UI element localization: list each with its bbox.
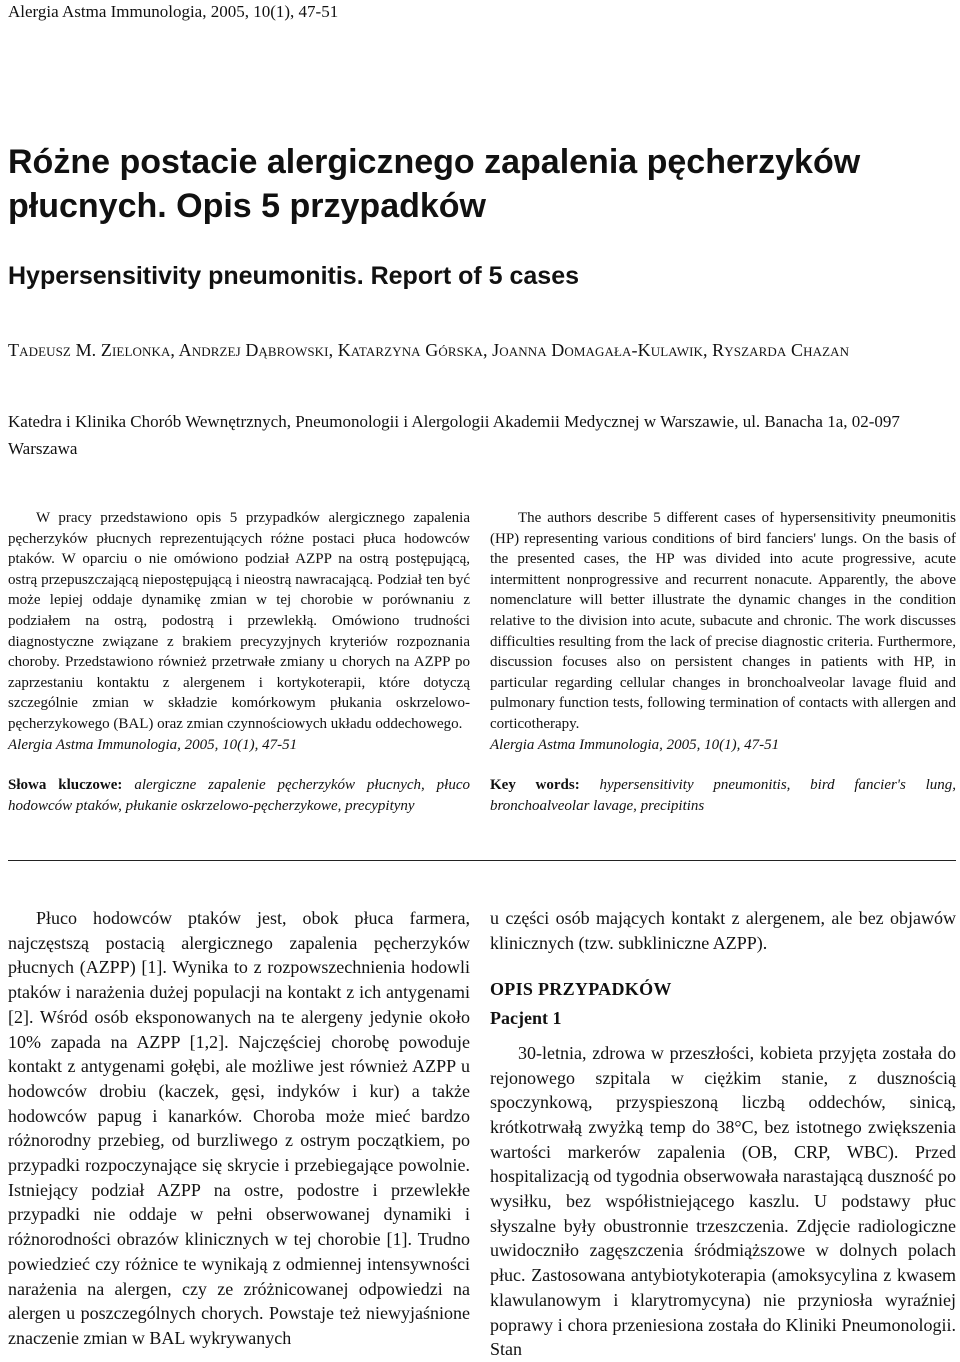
- article-subtitle: Hypersensitivity pneumonitis. Report of 5 cases: [8, 262, 579, 290]
- author-list: Tadeusz M. Zielonka, Andrzej Dąbrowski, Katarzyna Górska, Joanna Domagała-Kulawik, Ryszarda Chazan: [8, 340, 850, 360]
- section-divider: [8, 860, 956, 861]
- abstract-polish-citation: Alergia Astma Immunologia, 2005, 10(1), 47-51: [8, 736, 298, 753]
- abstract-polish: [8, 508, 470, 816]
- body-column-right: [490, 906, 956, 1362]
- subsection-heading: Pacjent 1: [490, 1008, 562, 1029]
- journal-header: Alergia Astma Immunologia, 2005, 10(1), 47-51: [8, 2, 339, 21]
- abstract-english: [490, 508, 956, 816]
- body-paragraph-intro: Płuco hodowców ptaków jest, obok płuca farmera, najczęstszą postacią alergicznego zapalenia pęcherzyków płucnych (AZPP) [1]. Wynika to z rozpowszechnienia hodowli ptaków i narażenia dużej populacji na kontakt z ich antygenami [2]. Wśród osób eksponowanych na te alergeny jedynie około 10% zapada na AZPP [1,2]. Najczęściej chorobę powoduje kontakt z antygenami gołębi, ale możliwe jest również AZPP u hodowców drobiu (kaczek, gęsi, indyków i kur) a także hodowców papug i kanarków. Choroba może mieć bardzo różnorodny przebieg, od burzliwego z ostrym początkiem, po przypadki rozpoczynające się skrycie i przebiegające powolnie. Istniejący podział AZPP na ostre, podostre i przewlekłe przypadki nie oddaje w pełni obserwowanej dynamiki i różnorodności obrazów klinicznych w tej chorobie [1]. Trudno powiedzieć czy różnice te wynikają z odmiennej intensywności narażenia na alergen, czy ze zróżnicowanej odpowiedzi na alergen u poszczególnych chorych. Powstaje też niewyjaśnione znaczenie zmian w BAL wykrywanych: [8, 908, 470, 1348]
- keywords-polish-label: Słowa kluczowe:: [8, 777, 123, 794]
- section-heading: OPIS PRZYPADKÓW: [490, 979, 672, 1000]
- keywords-english: [490, 775, 956, 816]
- body-paragraph-patient: 30-letnia, zdrowa w przeszłości, kobieta przyjęta została do rejonowego szpitala w ciężkim stanie, z dusznością spoczynkową, przyspieszoną liczbą oddechów, sinicą, krótkotrwałą zwyżką temp do 38°C, bez istotnego zwiększenia wartości markerów zapalenia (OB, CRP, WBC). Przed hospitalizacją od tygodnia obserwowała narastającą duszność po wysiłku, bez współistniejącego kaszlu. U podstawy płuc słyszalne były obustronnie trzeszczenia. Zdjęcie radiologiczne uwidoczniło zagęszczenia śródmiąższowe w dolnych polach płuc. Zastosowana antybiotykoterapia (amoksycylina z kwasem klawulanowym i klarytromycyna) nie przyniosła wyraźniej poprawy i chora przeniesiona została do Kliniki Pneumonologii. Stan: [490, 1042, 956, 1360]
- article-title: Różne postacie alergicznego zapalenia pęcherzyków płucnych. Opis 5 przypadków: [8, 143, 861, 225]
- abstract-polish-text: W pracy przedstawiono opis 5 przypadków alergicznego zapalenia pęcherzyków płucnych reprezentujących różne postaci płuca hodowców ptaków. W oparciu o nie omówiono podział AZPP na ostrą postępującą, ostrą przepuszczającą niepostępującą i nieostrą nawracającą. Podział ten być może lepiej oddaje dynamikę zmian w tej chorobie w porównaniu z podziałem na ostrą, podostrą i przewlekłą. Omówiono trudności diagnostyczne związane z brakiem precyzyjnych kryteriów rozpoznania choroby. Przedstawiono również przetrwałe zmiany u chorych na AZPP po zaprzestaniu kontaktu z alergenem i kortykoterapii, które dotyczą szczególnie zmian w składzie komórkowym płukania oskrzelowo-pęcherzykowego (BAL) oraz zmian czynnościowych układu oddechowego.: [8, 510, 470, 732]
- affiliation: Katedra i Klinika Chorób Wewnętrznych, Pneumonologii i Alergologii Akademii Medycznej w Warszawie, ul. Banacha 1a, 02-097 Warszawa: [8, 412, 900, 458]
- keywords-english-list: hypersensitivity pneumonitis, bird fancier's lung, bronchoalveolar lavage, precipitins: [490, 777, 957, 814]
- keywords-english-label: Key words:: [490, 777, 580, 794]
- body-column-left: [8, 906, 470, 1351]
- keywords-polish-list: alergiczne zapalenie pęcherzyków płucnych, płuco hodowców ptaków, płukanie oskrzelowo-pęcherzykowe, precypityny: [8, 777, 471, 814]
- keywords-polish: [8, 775, 470, 816]
- body-paragraph-continued: u części osób mających kontakt z alergenem, ale bez objawów klinicznych (tzw. subkliniczne AZPP).: [490, 908, 956, 953]
- abstract-english-text: The authors describe 5 different cases of hypersensitivity pneumonitis (HP) representing various conditions of bird fanciers' lungs. On the basis of the presented cases, the HP was divided into acute progressive, acute intermittent nonprogressive and recurrent nonacute. Apparently, the above nomenclature will better illustrate the dynamic changes in the condition relative to the division into acute, subacute and chronic. The work discusses difficulties resulting from the lack of precise diagnostic criteria. Furthermore, discussion focuses also on persistent changes in patients with HP, in particular regarding cellular changes in bronchoalveolar lavage fluid and pulmonary function tests, following termination of contacts with allergen and corticotherapy.: [490, 510, 956, 732]
- abstract-english-citation: Alergia Astma Immunologia, 2005, 10(1), 47-51: [490, 736, 780, 753]
